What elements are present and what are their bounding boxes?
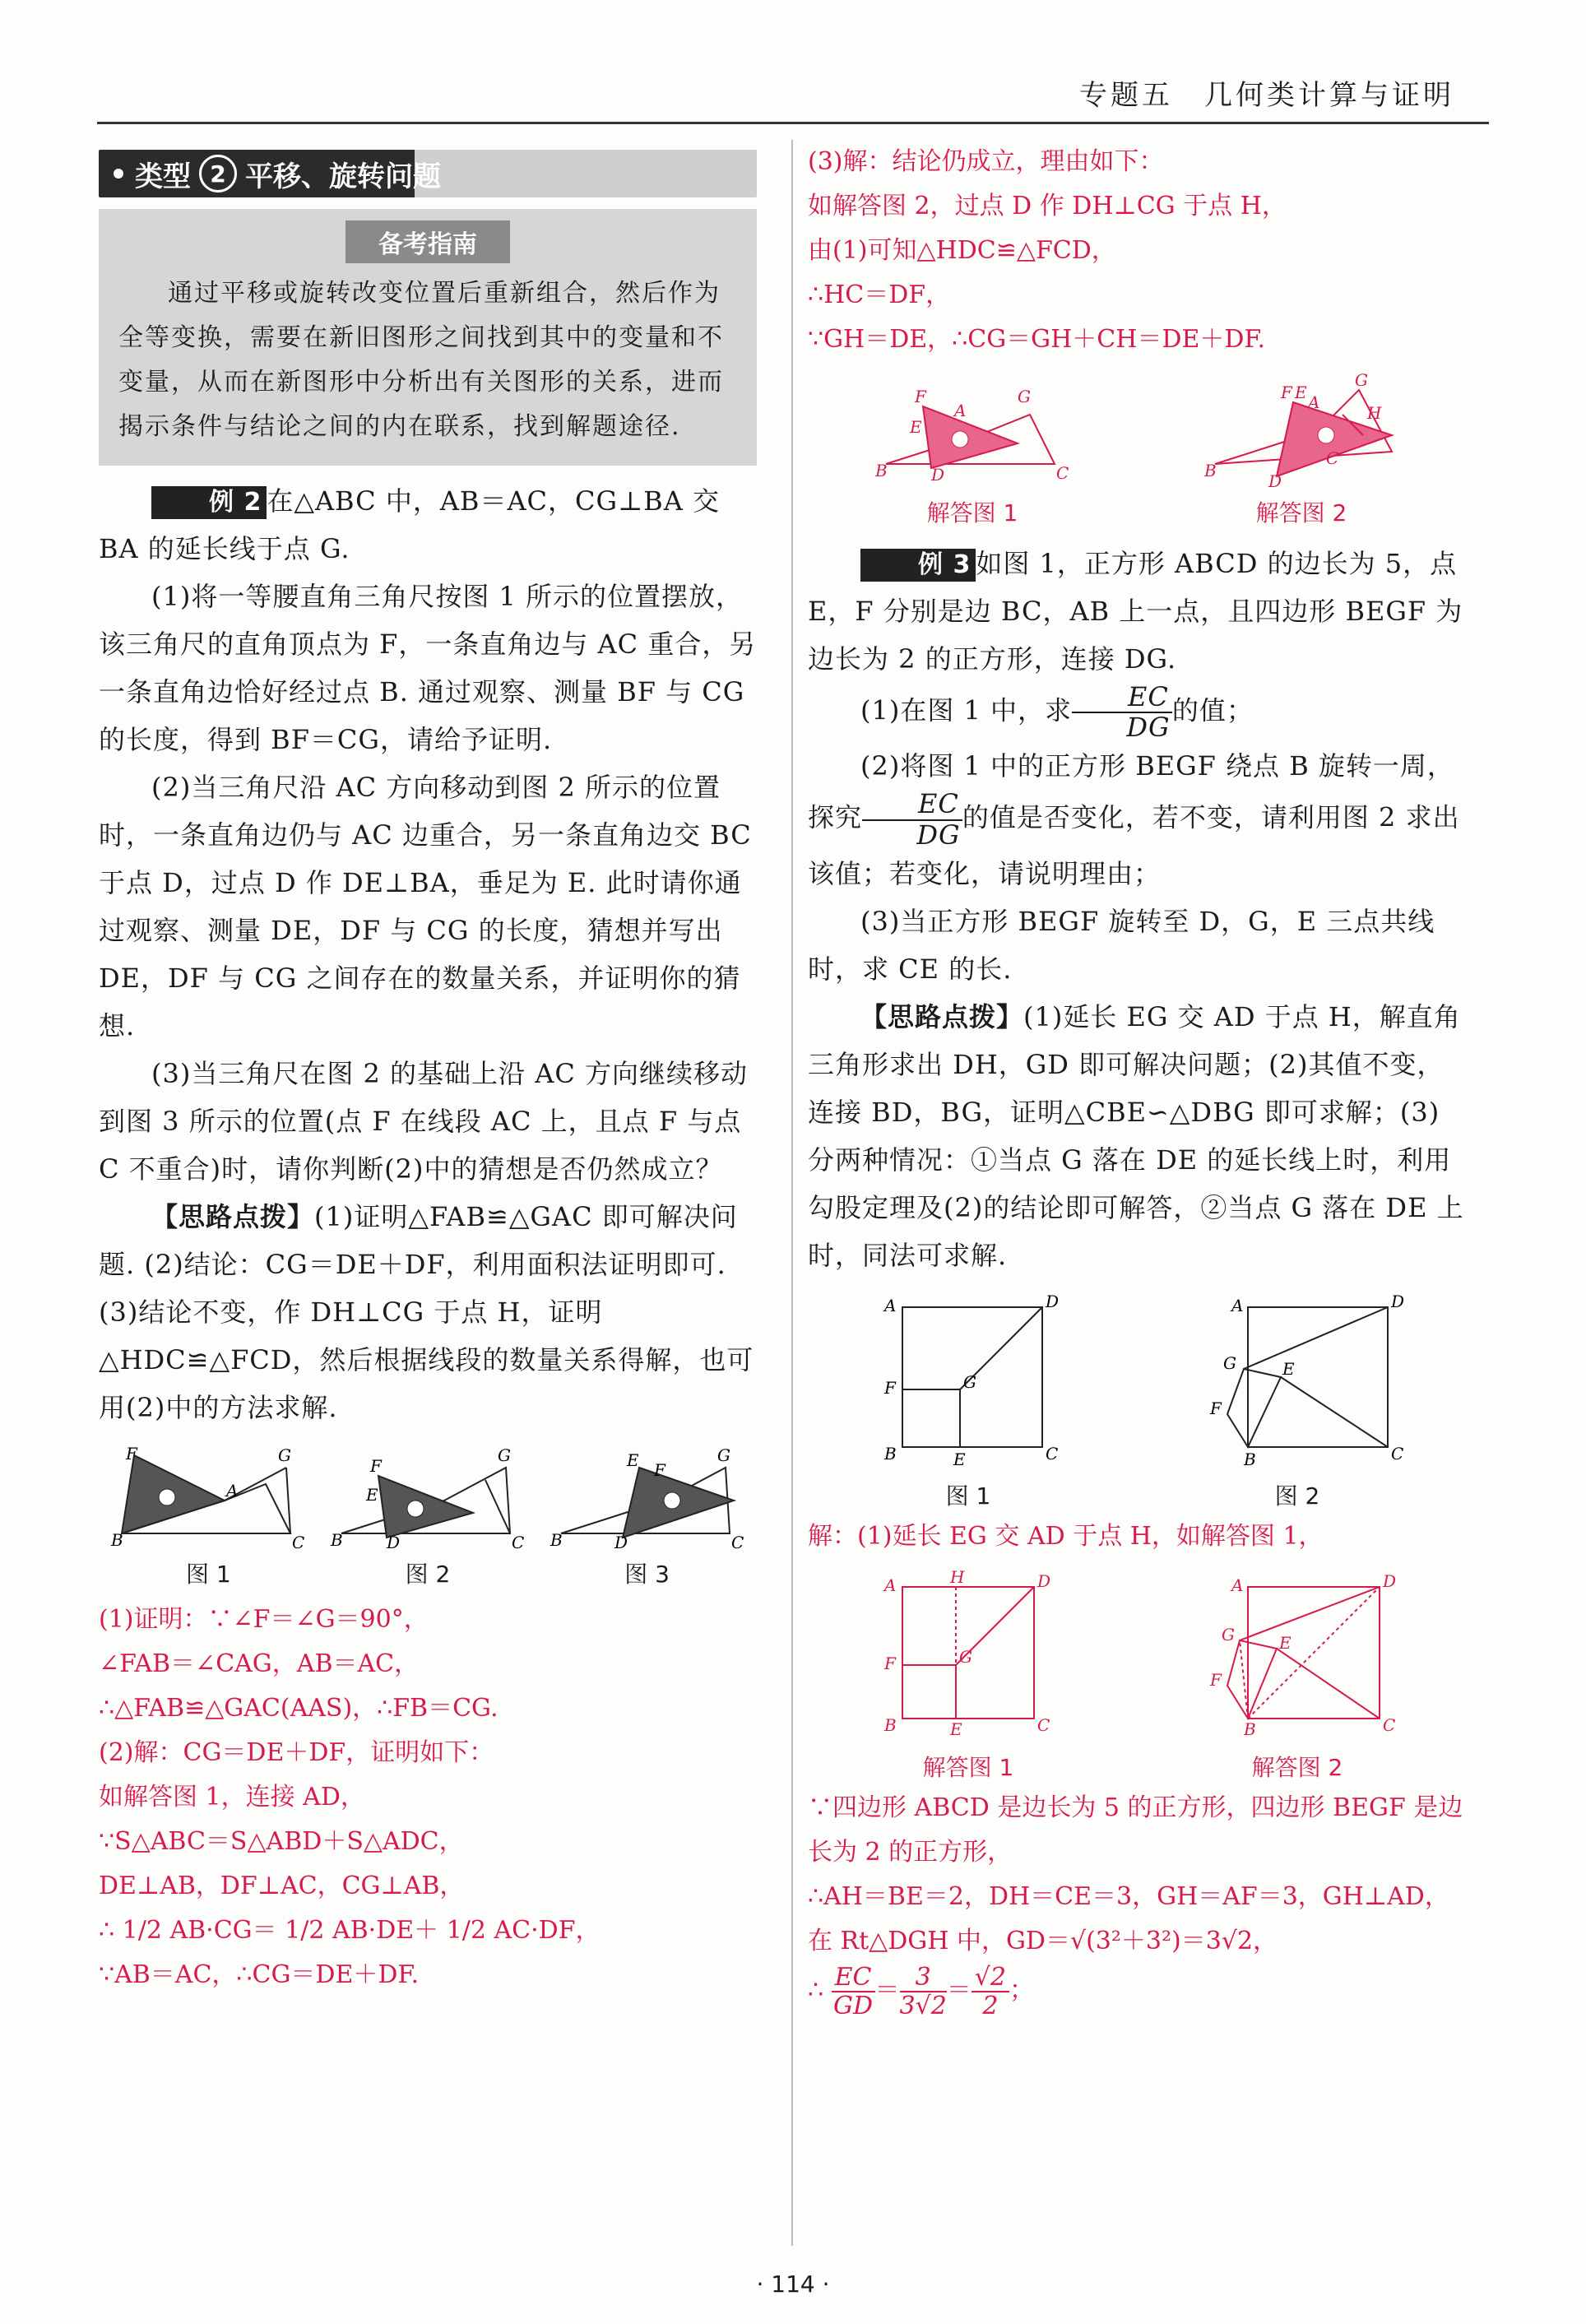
solution-figure-2 bbox=[1203, 370, 1400, 528]
example2-q3: (3)当三角尺在图 2 的基础上沿 AC 方向继续移动到图 3 所示的位置(点 F 在线段 AC 上，且点 F 与点 C 不重合)时，请你判断(2)中的猜想是否仍然成立？ bbox=[99, 1058, 748, 1185]
figure-1 bbox=[109, 1443, 307, 1589]
figure-2 bbox=[329, 1443, 526, 1589]
column-divider bbox=[791, 140, 793, 2246]
square-solution-figure-1 bbox=[878, 1566, 1059, 1783]
square-solution-figure-2-caption: 解答图 2 bbox=[1251, 1753, 1343, 1781]
example3-figures bbox=[808, 1291, 1466, 1511]
svg-text:E: E bbox=[953, 1449, 966, 1469]
solution-line: (2)解：CG＝DE＋DF，证明如下： bbox=[99, 1738, 494, 1767]
square-figure-2 bbox=[1199, 1291, 1405, 1511]
square-solution-figure-1-caption: 解答图 1 bbox=[922, 1753, 1014, 1781]
svg-text:A: A bbox=[954, 401, 967, 420]
square-figure-2-caption: 图 2 bbox=[1274, 1482, 1320, 1510]
svg-text:B: B bbox=[875, 461, 888, 480]
svg-text:D: D bbox=[1383, 1570, 1397, 1591]
example2-solution-figures bbox=[808, 370, 1466, 528]
example2-figures bbox=[99, 1443, 757, 1589]
svg-text:D: D bbox=[1268, 471, 1282, 491]
example2-hint: 【思路点拨】(1)证明△FAB≌△GAC 即可解决问题. (2)结论：CG＝DE＋DF，利用面积法证明即可. (3)结论不变，作 DH⊥CG 于点 H，证明△HDC≌△FCD，然后根据线段的数量关系得解，也可用(2)中的方法求解. bbox=[99, 1201, 754, 1423]
svg-text:H: H bbox=[950, 1566, 965, 1587]
solution-line: DE⊥AB，DF⊥AC，CG⊥AB， bbox=[99, 1872, 465, 1900]
chapter-title: 专题五 几何类计算与证明 bbox=[1079, 79, 1454, 112]
svg-text:A: A bbox=[1231, 1295, 1244, 1315]
svg-text:D: D bbox=[1391, 1291, 1405, 1311]
triangle-figure-3 bbox=[549, 1443, 746, 1550]
example3-badge: 例 3 bbox=[860, 549, 976, 582]
triangle-figure-2 bbox=[329, 1443, 526, 1550]
svg-text:H: H bbox=[1367, 403, 1382, 423]
svg-text:D: D bbox=[1046, 1291, 1060, 1311]
svg-text:F: F bbox=[1210, 1398, 1222, 1418]
svg-text:E: E bbox=[950, 1719, 962, 1739]
example2-q1: (1)将一等腰直角三角尺按图 1 所示的位置摆放，该三角尺的直角顶点为 F，一条直角边与 AC 重合，另一条直角边恰好经过点 B. 通过观察、测量 BF 与 CG 的长度，得到 BF＝CG，请给予证明. bbox=[99, 581, 757, 755]
svg-text:G: G bbox=[278, 1445, 292, 1465]
triangle-figure-1 bbox=[109, 1443, 307, 1550]
solution-line: ∴ 1/2 AB·CG＝ 1/2 AB·DE＋ 1/2 AC·DF， bbox=[99, 1916, 601, 1945]
solution-line: ∵S△ABC＝S△ABD＋S△ADC， bbox=[99, 1827, 464, 1856]
square-solution-diagram-1 bbox=[878, 1566, 1059, 1743]
svg-text:F: F bbox=[884, 1653, 896, 1673]
example3-solution-intro: 解：(1)延长 EG 交 AD 于点 H，如解答图 1， bbox=[808, 1521, 1324, 1551]
solution-triangle-2 bbox=[1203, 370, 1400, 491]
exam-guide-box bbox=[99, 209, 757, 466]
svg-text:A: A bbox=[1308, 392, 1320, 412]
svg-text:F: F bbox=[884, 1377, 896, 1398]
svg-text:B: B bbox=[1244, 1449, 1256, 1469]
solution-line: ∵AB＝AC，∴CG＝DE＋DF. bbox=[99, 1960, 420, 1989]
solution-figure-2-caption: 解答图 2 bbox=[1255, 499, 1347, 526]
svg-text:F: F bbox=[915, 387, 926, 406]
svg-text:F: F bbox=[126, 1444, 138, 1464]
solution-final: ∴ $\frac{EC}{GD}$ ＝ $\frac{3}{3√2}$ ＝ $\frac{√2}{2}$ ； bbox=[808, 1962, 1034, 2020]
svg-text:G: G bbox=[963, 1371, 976, 1392]
svg-text:E: E bbox=[365, 1485, 378, 1505]
figure-2-caption: 图 2 bbox=[405, 1561, 451, 1588]
svg-text:C: C bbox=[1037, 1714, 1050, 1735]
figure-1-caption: 图 1 bbox=[185, 1561, 231, 1588]
svg-text:B: B bbox=[550, 1530, 563, 1550]
type-number: 2 bbox=[199, 155, 237, 193]
svg-text:C: C bbox=[1326, 448, 1339, 468]
solution-line: ∴HC＝DF， bbox=[808, 281, 951, 309]
solution-figure-1-caption: 解答图 1 bbox=[926, 499, 1018, 526]
svg-text:A: A bbox=[1231, 1575, 1244, 1595]
svg-text:G: G bbox=[716, 1445, 730, 1465]
square-figure-1 bbox=[878, 1291, 1059, 1511]
example3-q2: (2)将图 1 中的正方形 BEGF 绕点 B 旋转一周，探究 $\frac{EC}{DG}$ 的值是否变化，若不变，请利用图 2 求出该值；若变化，请说明理由； bbox=[808, 750, 1460, 889]
svg-text:E: E bbox=[1282, 1358, 1295, 1379]
svg-text:G: G bbox=[959, 1646, 972, 1667]
example2-badge: 例 2 bbox=[151, 486, 267, 519]
svg-text:F: F bbox=[1210, 1669, 1222, 1690]
type-title: 平移、旋转问题 bbox=[245, 160, 441, 193]
right-column bbox=[808, 140, 1466, 2020]
svg-text:D: D bbox=[614, 1533, 628, 1552]
svg-text:C: C bbox=[1056, 463, 1069, 483]
example3-stem: 例 3 如图 1，正方形 ABCD 的边长为 5，点 E，F 分别是边 BC，AB 上一点，且四边形 BEGF 为边长为 2 的正方形，连接 DG. bbox=[808, 548, 1463, 675]
svg-text:G: G bbox=[1018, 387, 1031, 406]
example2-solution bbox=[99, 1598, 757, 1997]
svg-text:C: C bbox=[292, 1533, 305, 1552]
solution-line: ∴△FAB≌△GAC(AAS)，∴FB＝CG. bbox=[99, 1694, 499, 1723]
fraction-ec-dg: $\frac{EC}{DG}$ bbox=[862, 790, 962, 849]
svg-text:E: E bbox=[1279, 1632, 1292, 1653]
svg-text:A: A bbox=[226, 1481, 239, 1501]
type-banner bbox=[99, 150, 757, 197]
svg-text:F: F bbox=[653, 1460, 665, 1480]
type-prefix: 类型 bbox=[135, 160, 191, 193]
example3-q1: (1)在图 1 中，求 $\frac{EC}{DG}$ 的值； bbox=[860, 681, 1254, 744]
svg-text:F: F bbox=[1281, 383, 1292, 402]
example2-q2: (2)当三角尺沿 AC 方向移动到图 2 所示的位置时，一条直角边仍与 AC 边重合，另一条直角边交 BC 于点 D，过点 D 作 DE⊥BA，垂足为 E. 此时请你通过观察、测量 DE，DF 与 CG 的长度，猜想并写出 DE，DF 与 CG 之间存在的数量关系，并证明你的猜想. bbox=[99, 772, 752, 1041]
example3-q3: (3)当正方形 BEGF 旋转至 D，G，E 三点共线时，求 CE 的长. bbox=[808, 905, 1435, 985]
svg-text:A: A bbox=[884, 1575, 897, 1595]
svg-text:B: B bbox=[330, 1530, 343, 1550]
square-solution-diagram-2 bbox=[1199, 1570, 1396, 1743]
solution-line: 如解答图 2，过点 D 作 DH⊥CG 于点 H， bbox=[808, 192, 1287, 220]
svg-text:B: B bbox=[111, 1530, 124, 1550]
svg-text:B: B bbox=[1244, 1719, 1256, 1739]
solution-line: ∵四边形 ABCD 是边长为 5 的正方形，四边形 BEGF 是边长为 2 的正方形， bbox=[808, 1793, 1463, 1867]
solution-line: ∠FAB＝∠CAG，AB＝AC， bbox=[99, 1649, 420, 1678]
svg-text:C: C bbox=[1046, 1443, 1059, 1464]
square-diagram-1 bbox=[878, 1291, 1059, 1472]
svg-text:B: B bbox=[1204, 461, 1217, 480]
svg-text:G: G bbox=[1355, 370, 1368, 390]
svg-text:D: D bbox=[1037, 1570, 1051, 1591]
svg-text:B: B bbox=[884, 1714, 897, 1735]
svg-text:F: F bbox=[369, 1456, 382, 1476]
svg-text:C: C bbox=[730, 1533, 744, 1552]
solution-line: ∵GH＝DE，∴CG＝GH＋CH＝DE＋DF. bbox=[808, 325, 1266, 354]
figure-3-caption: 图 3 bbox=[624, 1561, 670, 1588]
example3-hint: 【思路点拨】(1)延长 EG 交 AD 于点 H，解直角三角形求出 DH，GD 即可解决问题；(2)其值不变，连接 BD，BG，证明△CBE∽△DBG 即可求解；(3)分两种情况：①当点 G 落在 DE 的延长线上时，利用勾股定理及(2)的结论即可解答，②当点 G 落在 DE 上时，同法可求解. bbox=[808, 1000, 1464, 1271]
svg-text:G: G bbox=[1223, 1352, 1236, 1373]
svg-text:E: E bbox=[910, 417, 922, 437]
svg-text:G: G bbox=[497, 1445, 511, 1465]
svg-text:C: C bbox=[1391, 1443, 1404, 1464]
square-figure-1-caption: 图 1 bbox=[945, 1482, 991, 1510]
bullet-icon bbox=[114, 169, 123, 179]
svg-text:G: G bbox=[1222, 1624, 1235, 1644]
svg-text:C: C bbox=[511, 1533, 525, 1552]
square-solution-figure-2 bbox=[1199, 1570, 1396, 1783]
page-number: · 114 · bbox=[756, 2271, 830, 2298]
example3-solution-figures bbox=[808, 1566, 1466, 1783]
svg-text:D: D bbox=[386, 1533, 401, 1552]
svg-text:D: D bbox=[931, 465, 945, 485]
fraction-ec-dg: $\frac{EC}{DG}$ bbox=[1072, 683, 1172, 742]
svg-text:A: A bbox=[884, 1295, 897, 1315]
svg-text:E: E bbox=[1295, 383, 1307, 402]
solution-line: 如解答图 1，连接 AD， bbox=[99, 1783, 365, 1811]
svg-text:C: C bbox=[1383, 1714, 1396, 1735]
solution-line: (1)证明：∵∠F＝∠G＝90°， bbox=[99, 1605, 429, 1634]
figure-3 bbox=[549, 1443, 746, 1589]
solution-line: (3)解：结论仍成立，理由如下： bbox=[808, 147, 1164, 176]
solution-line: 由(1)可知△HDC≌△FCD， bbox=[808, 236, 1116, 265]
solution-figure-1 bbox=[874, 373, 1071, 528]
svg-text:B: B bbox=[884, 1443, 897, 1464]
guide-text: 通过平移或旋转改变位置后重新组合，然后作为全等变换，需要在新旧图形之间找到其中的变量和不变量，从而在新图形中分析出有关图形的关系，进而揭示条件与结论之间的内在联系，找到解题途径. bbox=[118, 279, 724, 441]
example2-stem: 例 2 在△ABC 中，AB＝AC，CG⊥BA 交 BA 的延长线于点 G. bbox=[99, 485, 720, 564]
solution-line: 在 Rt△DGH 中，GD＝√(3²＋3²)＝3√2， bbox=[808, 1926, 1278, 1955]
solution-triangle-1 bbox=[874, 373, 1071, 489]
header-rule bbox=[97, 122, 1489, 124]
guide-title: 备考指南 bbox=[345, 220, 510, 263]
svg-text:E: E bbox=[626, 1450, 639, 1470]
solution-line: ∴AH＝BE＝2，DH＝CE＝3，GH＝AF＝3，GH⊥AD， bbox=[808, 1881, 1449, 1911]
left-column bbox=[99, 140, 757, 1997]
square-diagram-2 bbox=[1199, 1291, 1405, 1472]
